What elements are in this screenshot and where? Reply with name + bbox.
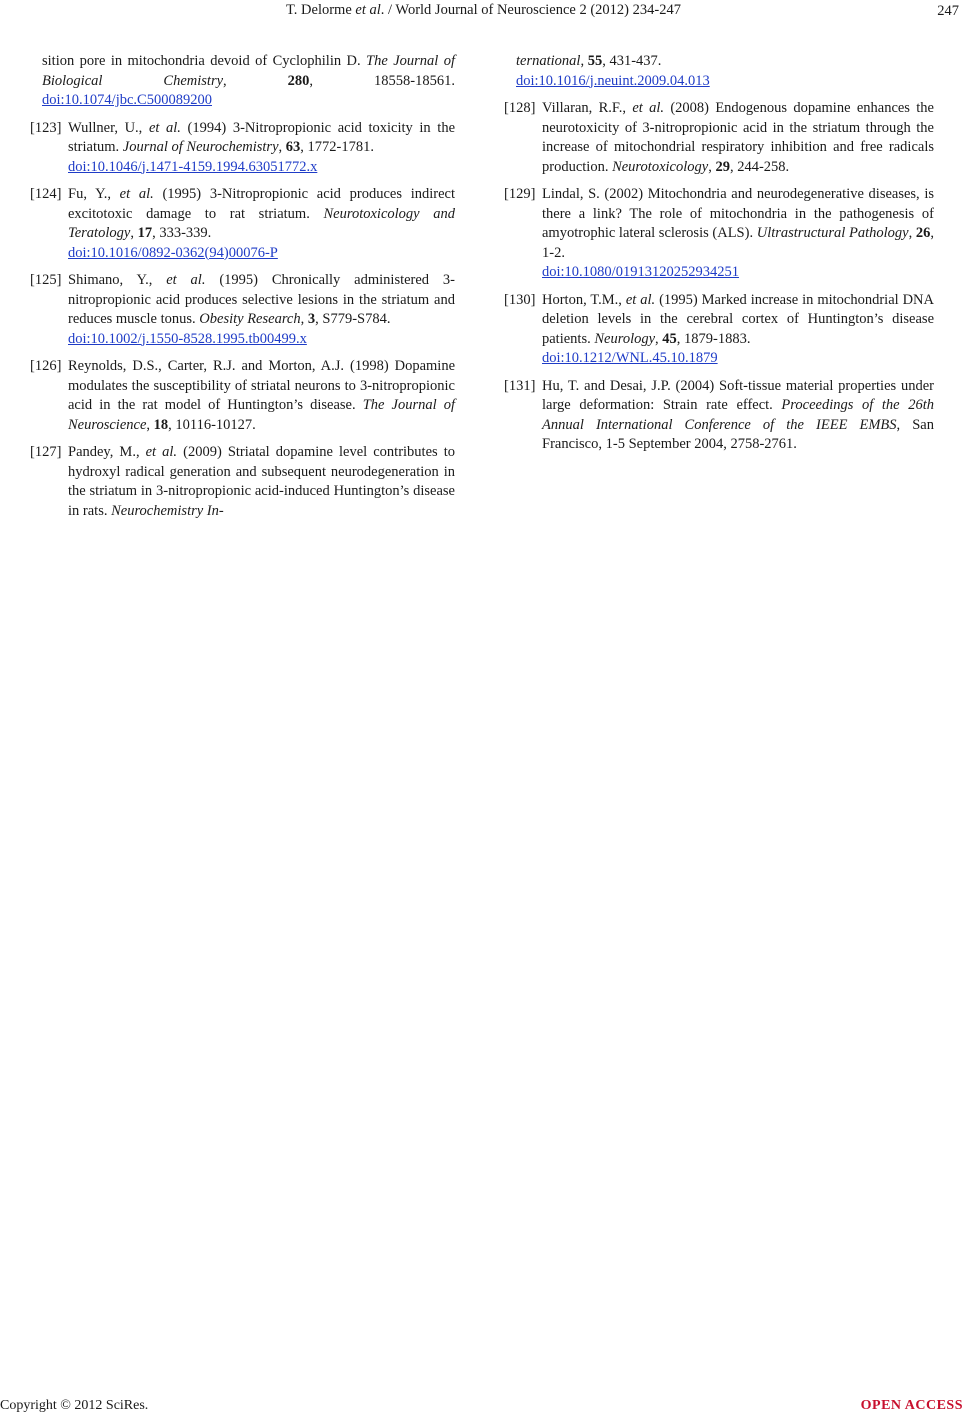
reference-volume: 17 bbox=[137, 225, 153, 241]
reference-etal: et al. bbox=[625, 291, 656, 308]
reference-title: sition pore in mitochondria devoid of Cyclophilin D. bbox=[42, 53, 367, 69]
reference-title: (1995) Marked increase in mitochondrial DNA deletion levels in the cerebral cortex of Huntington’s disease patients. bbox=[542, 291, 934, 347]
reference-pages: , S779-S784. bbox=[315, 311, 391, 327]
reference-text bbox=[42, 52, 455, 111]
reference-pages: , 431-437. bbox=[602, 53, 662, 69]
reference-sep: , bbox=[580, 53, 588, 69]
reference-volume: 280 bbox=[287, 72, 310, 89]
reference-etal: et al. bbox=[632, 100, 665, 116]
reference-title: (2004) Soft-tissue material properties under large deformation: Strain rate effect. bbox=[542, 377, 934, 413]
doi-link[interactable]: doi:10.1046/j.1471-4159.1994.63051772.x bbox=[68, 158, 318, 175]
reference-authors: Villaran, R.F., bbox=[542, 100, 633, 116]
reference-text bbox=[516, 52, 934, 91]
reference-volume: 45 bbox=[662, 330, 677, 347]
reference-authors: Horton, T.M., bbox=[542, 291, 626, 308]
reference-entry bbox=[504, 99, 934, 177]
reference-etal: et al. bbox=[148, 119, 181, 136]
reference-pages: , 333-339. bbox=[152, 225, 212, 241]
reference-pages: , 1772-1781. bbox=[300, 139, 374, 155]
reference-authors: Hu, T. and Desai, J.P. bbox=[542, 377, 671, 394]
reference-volume: 29 bbox=[715, 158, 730, 175]
reference-journal: Neurotoxicology bbox=[612, 158, 709, 175]
reference-entry bbox=[30, 119, 455, 178]
doi-link[interactable]: doi:10.1074/jbc.C500089200 bbox=[42, 92, 212, 108]
copyright-notice: Copyright © 2012 SciRes. bbox=[0, 1398, 149, 1413]
running-title bbox=[0, 1, 967, 19]
reference-journal: Obesity Research bbox=[199, 311, 301, 327]
reference-authors: Reynolds, D.S., Carter, R.J. and Morton, A.J. bbox=[68, 358, 345, 374]
reference-volume: 3 bbox=[307, 311, 316, 327]
reference-journal: Neurochemistry In- bbox=[111, 502, 224, 519]
reference-journal: The Journal of Neuroscience bbox=[68, 397, 455, 433]
title-etal: et al bbox=[355, 2, 381, 18]
reference-number: [124] bbox=[30, 186, 62, 202]
reference-text bbox=[542, 377, 934, 455]
reference-title: (1995) 3-Nitropropionic acid produces indirect excitotoxic damage to rat striatum. bbox=[68, 186, 455, 222]
reference-sep: , bbox=[655, 330, 663, 347]
reference-title: (2009) Striatal dopamine level contributes to hydroxyl radical generation and subsequent neurodegeneration in the striatum in 3-nitropropionic acid-induced Huntington’s disease in rats. bbox=[68, 444, 455, 519]
reference-sep: , bbox=[708, 158, 716, 175]
reference-number: [130] bbox=[504, 291, 536, 308]
reference-entry bbox=[30, 185, 455, 263]
reference-authors: Wullner, U., bbox=[68, 119, 149, 136]
reference-volume: 18 bbox=[153, 416, 169, 433]
reference-entry bbox=[30, 271, 455, 349]
reference-journal: Ultrastructural Pathology bbox=[756, 225, 909, 241]
reference-text bbox=[542, 185, 934, 283]
reference-text bbox=[68, 443, 455, 521]
reference-title: (2008) Endogenous dopamine enhances the neurotoxicity of 3-nitropropionic acid in the striatum through the increase of mitochondrial respiratory inhibition and free radicals production. bbox=[542, 100, 934, 175]
reference-continuation bbox=[30, 52, 455, 111]
reference-title: (1998) Dopamine modulates the susceptibility of striatal neurons to 3-nitropropionic acid in the rat model of Huntington’s disease. bbox=[68, 358, 456, 413]
right-column bbox=[504, 52, 934, 463]
doi-link[interactable]: doi:10.1002/j.1550-8528.1995.tb00499.x bbox=[68, 330, 307, 347]
reference-number: [125] bbox=[30, 272, 62, 288]
reference-journal: Neurotoxicology and Teratology bbox=[68, 205, 455, 241]
reference-pages: , 1-2. bbox=[542, 225, 934, 261]
page-number: 247 bbox=[937, 3, 959, 19]
reference-text bbox=[68, 357, 455, 435]
reference-text bbox=[542, 291, 934, 369]
reference-sep: , bbox=[300, 311, 308, 327]
reference-title: (1994) 3-Nitropropionic acid toxicity in the striatum. bbox=[68, 119, 456, 155]
running-header bbox=[0, 0, 967, 24]
reference-pages: , San Francisco, 1-5 September 2004, 2758-2761. bbox=[542, 416, 934, 452]
doi-link[interactable]: doi:10.1212/WNL.45.10.1879 bbox=[542, 350, 718, 366]
reference-sep: , bbox=[908, 225, 916, 241]
reference-title: (1995) Chronically administered 3-nitropropionic acid produces selective lesions in the striatum and reduces muscle tonus. bbox=[68, 272, 456, 327]
reference-text bbox=[542, 99, 934, 177]
reference-sep: , bbox=[278, 139, 286, 155]
reference-authors: Shimano, Y., bbox=[68, 272, 167, 288]
reference-entry bbox=[30, 357, 455, 435]
reference-sep: , bbox=[223, 72, 288, 89]
reference-sep: , bbox=[130, 225, 138, 241]
title-journal: . / World Journal of Neuroscience 2 (2012) 234-247 bbox=[380, 2, 681, 18]
reference-journal: ternational bbox=[516, 53, 581, 69]
reference-number: [131] bbox=[504, 377, 536, 394]
reference-number: [128] bbox=[504, 100, 536, 116]
reference-etal: et al. bbox=[166, 272, 206, 288]
doi-link[interactable]: doi:10.1016/0892-0362(94)00076-P bbox=[68, 244, 278, 261]
reference-entry bbox=[504, 377, 934, 455]
reference-number: [129] bbox=[504, 186, 536, 202]
reference-pages: , 18558-18561. bbox=[309, 72, 456, 89]
reference-pages: , 1879-1883. bbox=[676, 330, 751, 347]
open-access-label: OPEN ACCESS bbox=[860, 1398, 963, 1413]
reference-journal: The Journal of Biological Chemistry bbox=[42, 53, 455, 89]
reference-number: [127] bbox=[30, 444, 62, 460]
reference-volume: 26 bbox=[915, 225, 931, 241]
reference-entry bbox=[30, 443, 455, 521]
reference-authors: Pandey, M., bbox=[68, 444, 146, 460]
reference-etal: et al. bbox=[145, 444, 178, 460]
reference-text bbox=[68, 185, 455, 263]
title-authors: T. Delorme bbox=[286, 2, 356, 18]
reference-number: [126] bbox=[30, 358, 62, 374]
doi-link[interactable]: doi:10.1080/01913120252934251 bbox=[542, 264, 739, 280]
reference-text bbox=[68, 119, 455, 178]
doi-link[interactable]: doi:10.1016/j.neuint.2009.04.013 bbox=[516, 72, 710, 89]
reference-journal: Journal of Neurochemistry bbox=[122, 139, 279, 155]
reference-etal: et al. bbox=[119, 186, 154, 202]
reference-continuation bbox=[504, 52, 934, 91]
reference-pages: , 10116-10127. bbox=[168, 416, 256, 433]
reference-sep: , bbox=[146, 416, 154, 433]
reference-journal: Neurology bbox=[594, 330, 656, 347]
reference-volume: 63 bbox=[285, 139, 301, 155]
reference-number: [123] bbox=[30, 119, 62, 136]
reference-entry bbox=[504, 291, 934, 369]
reference-title: (2002) Mitochondria and neurodegenerative diseases, is there a link? The role of mitochondria in the pathogenesis of amyotrophic lateral sclerosis (ALS). bbox=[542, 186, 934, 241]
reference-volume: 55 bbox=[587, 53, 603, 69]
reference-text bbox=[68, 271, 455, 349]
reference-journal: Proceedings of the 26th Annual International Conference of the IEEE EMBS bbox=[542, 397, 934, 433]
reference-pages: , 244-258. bbox=[729, 158, 790, 175]
reference-authors: Lindal, S. bbox=[542, 186, 600, 202]
reference-authors: Fu, Y., bbox=[68, 186, 120, 202]
reference-entry bbox=[504, 185, 934, 283]
left-column bbox=[30, 52, 455, 529]
